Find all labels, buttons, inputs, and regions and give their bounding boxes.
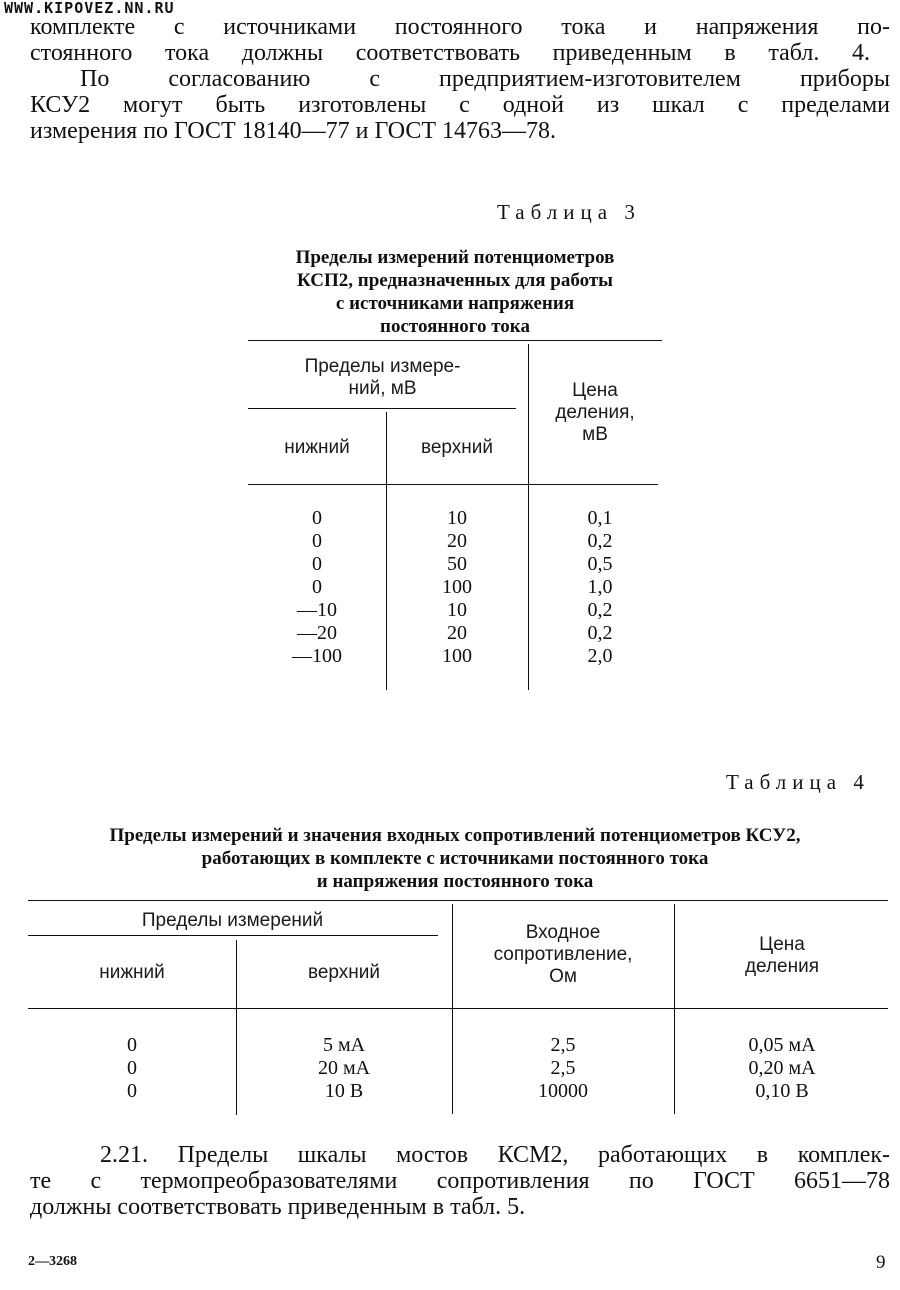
caption-line: постоянного тока xyxy=(380,316,530,337)
header-line: сопротивление, xyxy=(493,944,633,965)
text-line: должны соответствовать приведенным в табл. 5. xyxy=(30,1194,526,1220)
table3-divider xyxy=(528,344,529,690)
table-cell: 0,10 В xyxy=(755,1080,809,1102)
table-cell: 2,0 xyxy=(587,645,613,667)
table3-col-lower xyxy=(250,507,384,668)
watermark: WWW.KIPOVEZ.NN.RU xyxy=(4,0,175,17)
signature-mark: 2—3268 xyxy=(28,1254,77,1269)
table3-header-upper: верхний xyxy=(420,437,494,458)
table-cell: 2,5 xyxy=(550,1057,576,1079)
table4-caption xyxy=(20,824,890,893)
table4-header-resistance xyxy=(454,922,672,988)
table-cell: 100 xyxy=(442,645,472,667)
caption-line: работающих в комплекте с источниками постоянного тока xyxy=(201,848,709,869)
table3-header-price xyxy=(530,380,660,446)
table3-top-rule xyxy=(248,340,662,341)
table4-top-rule xyxy=(28,900,888,901)
text-line: те с термопреобразователями сопротивления по ГОСТ 6651—78 xyxy=(30,1168,890,1194)
header-line: Цена xyxy=(572,380,618,401)
table-cell: 0 xyxy=(312,553,322,575)
page-number: 9 xyxy=(876,1252,886,1273)
table-cell: 50 xyxy=(447,553,467,575)
table4-group-header: Пределы измерений xyxy=(141,910,324,931)
table4-group-rule xyxy=(28,935,438,936)
table-cell: 0 xyxy=(127,1080,137,1102)
table3-col-price xyxy=(530,507,670,668)
table-cell: 0 xyxy=(312,576,322,598)
table4-divider xyxy=(452,904,453,1114)
table-cell: 0,5 xyxy=(587,553,613,575)
table-cell: 0 xyxy=(312,507,322,529)
table-cell: 10000 xyxy=(538,1080,588,1102)
table-cell: 5 мА xyxy=(322,1034,366,1056)
text-line: По согласованию с предприятием-изготовителем приборы xyxy=(80,66,890,92)
table-cell: 0,1 xyxy=(587,507,613,529)
caption-line: Пределы измерений и значения входных сопротивлений потенциометров КСУ2, xyxy=(109,825,801,846)
header-line: мВ xyxy=(582,424,608,445)
table3-group-rule xyxy=(248,408,516,409)
text-line: стоянного тока должны соответствовать приведенным в табл. 4. xyxy=(30,40,870,66)
table3-label: Таблица 3 xyxy=(497,200,641,224)
table-cell: 20 xyxy=(447,622,467,644)
table4-label: Таблица 4 xyxy=(726,770,870,794)
table-cell: 1,0 xyxy=(587,576,613,598)
table-cell: 0,2 xyxy=(587,622,613,644)
intro-paragraph xyxy=(30,14,890,144)
table-cell: 0,20 мА xyxy=(748,1057,816,1079)
table-cell: 0 xyxy=(127,1034,137,1056)
header-line: Пределы измере- xyxy=(304,356,461,377)
caption-line: и напряжения постоянного тока xyxy=(316,871,594,892)
table4-col-lower xyxy=(30,1034,234,1103)
table-cell: 0,2 xyxy=(587,530,613,552)
table3-header-lower: нижний xyxy=(284,437,350,458)
header-line: Цена xyxy=(759,934,805,955)
table4-col-price xyxy=(676,1034,888,1103)
table4-header-rule xyxy=(28,1008,888,1009)
header-line: Ом xyxy=(549,966,577,987)
text-line: измерения по ГОСТ 18140—77 и ГОСТ 14763—78. xyxy=(30,118,557,144)
table-cell: 0,05 мА xyxy=(748,1034,816,1056)
table3-group-header xyxy=(250,356,515,400)
table4-col-resistance xyxy=(454,1034,672,1103)
table3-caption xyxy=(240,246,670,338)
text-line: комплекте с источниками постоянного тока и напряжения по- xyxy=(30,14,890,40)
table4-divider xyxy=(236,940,237,1115)
caption-line: с источниками напряжения xyxy=(335,293,575,314)
table-cell: 2,5 xyxy=(550,1034,576,1056)
table4-header-price xyxy=(676,934,888,978)
table4-divider xyxy=(674,904,675,1114)
table3-header-rule xyxy=(248,484,658,485)
table-cell: —20 xyxy=(297,622,337,644)
text-line: 2.21. Пределы шкалы мостов КСМ2, работающих в комплек- xyxy=(100,1142,890,1168)
table-cell: 20 мА xyxy=(317,1057,371,1079)
table-cell: 0 xyxy=(312,530,322,552)
table-cell: 100 xyxy=(442,576,472,598)
header-line: ний, мВ xyxy=(348,378,417,399)
caption-line: Пределы измерений потенциометров xyxy=(295,247,615,268)
table-cell: 10 В xyxy=(324,1080,364,1102)
header-line: деления, xyxy=(555,402,635,423)
outro-paragraph xyxy=(30,1142,890,1220)
caption-line: КСП2, предназначенных для работы xyxy=(296,270,614,291)
text-line: КСУ2 могут быть изготовлены с одной из шкал с пределами xyxy=(30,92,890,118)
table3-divider xyxy=(386,412,387,690)
table-cell: —100 xyxy=(292,645,342,667)
table-cell: 20 xyxy=(447,530,467,552)
table4-header-lower: нижний xyxy=(99,962,165,983)
header-line: деления xyxy=(744,956,820,977)
table-cell: —10 xyxy=(297,599,337,621)
table3-col-upper xyxy=(388,507,526,668)
table-cell: 0 xyxy=(127,1057,137,1079)
table4-col-upper xyxy=(238,1034,450,1103)
table-cell: 10 xyxy=(447,507,467,529)
table-cell: 0,2 xyxy=(587,599,613,621)
header-line: Входное xyxy=(525,922,601,943)
table4-header-upper: верхний xyxy=(307,962,381,983)
table-cell: 10 xyxy=(447,599,467,621)
